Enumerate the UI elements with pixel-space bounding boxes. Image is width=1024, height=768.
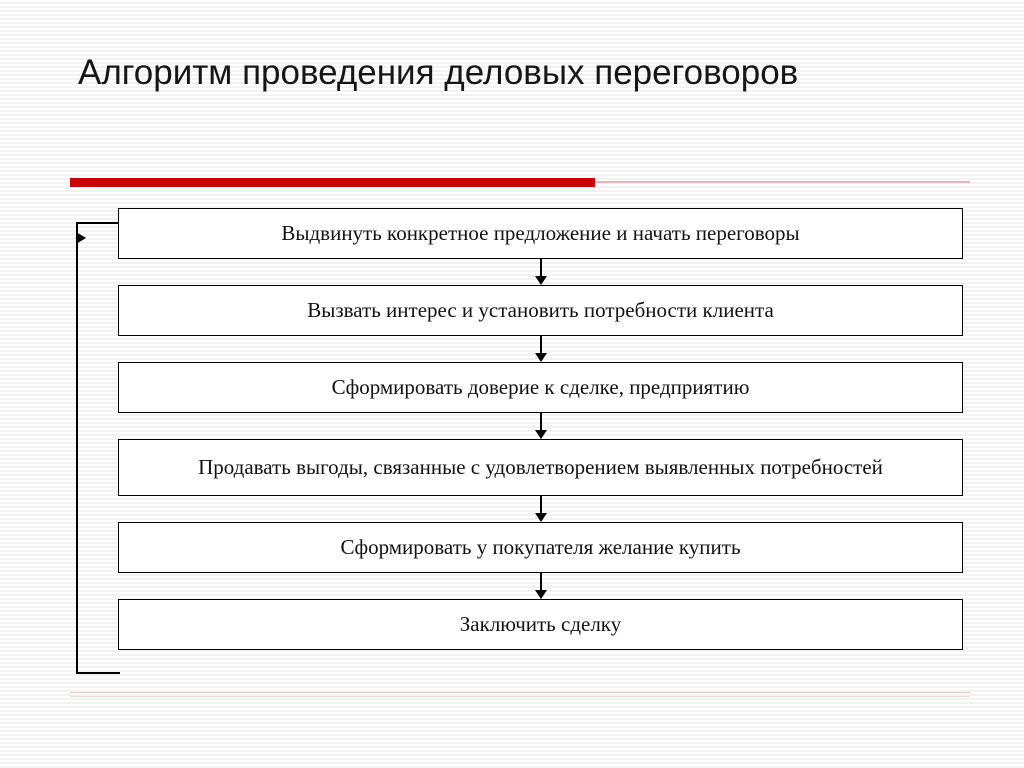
flow-arrow-5-6 (118, 573, 963, 599)
arrow-head-icon (535, 276, 547, 285)
flow-node-step-1: Выдвинуть конкретное предложение и начать переговоры (118, 208, 963, 259)
flow-arrow-1-2 (118, 259, 963, 285)
arrow-head-icon (535, 353, 547, 362)
feedback-loop-arrowhead (76, 232, 86, 244)
slide-content (70, 30, 970, 730)
footer-divider (70, 692, 970, 693)
flow-arrow-4-5 (118, 496, 963, 522)
title-accent-bar-tail (595, 181, 970, 183)
flow-arrow-2-3 (118, 336, 963, 362)
arrow-head-icon (535, 430, 547, 439)
flow-node-step-4: Продавать выгоды, связанные с удовлетворением выявленных потребностей (118, 439, 963, 496)
arrow-head-icon (535, 513, 547, 522)
title-accent-bar (70, 178, 595, 187)
feedback-loop-connector (76, 222, 120, 674)
flow-node-step-6: Заключить сделку (118, 599, 963, 650)
page-title: Алгоритм проведения деловых переговоров (78, 53, 799, 92)
arrow-head-icon (535, 590, 547, 599)
flowchart (118, 208, 963, 650)
footer-divider-secondary (70, 696, 970, 697)
flow-node-step-2: Вызвать интерес и установить потребности клиента (118, 285, 963, 336)
flow-node-step-5: Сформировать у покупателя желание купить (118, 522, 963, 573)
flow-arrow-3-4 (118, 413, 963, 439)
flow-node-step-3: Сформировать доверие к сделке, предприятию (118, 362, 963, 413)
